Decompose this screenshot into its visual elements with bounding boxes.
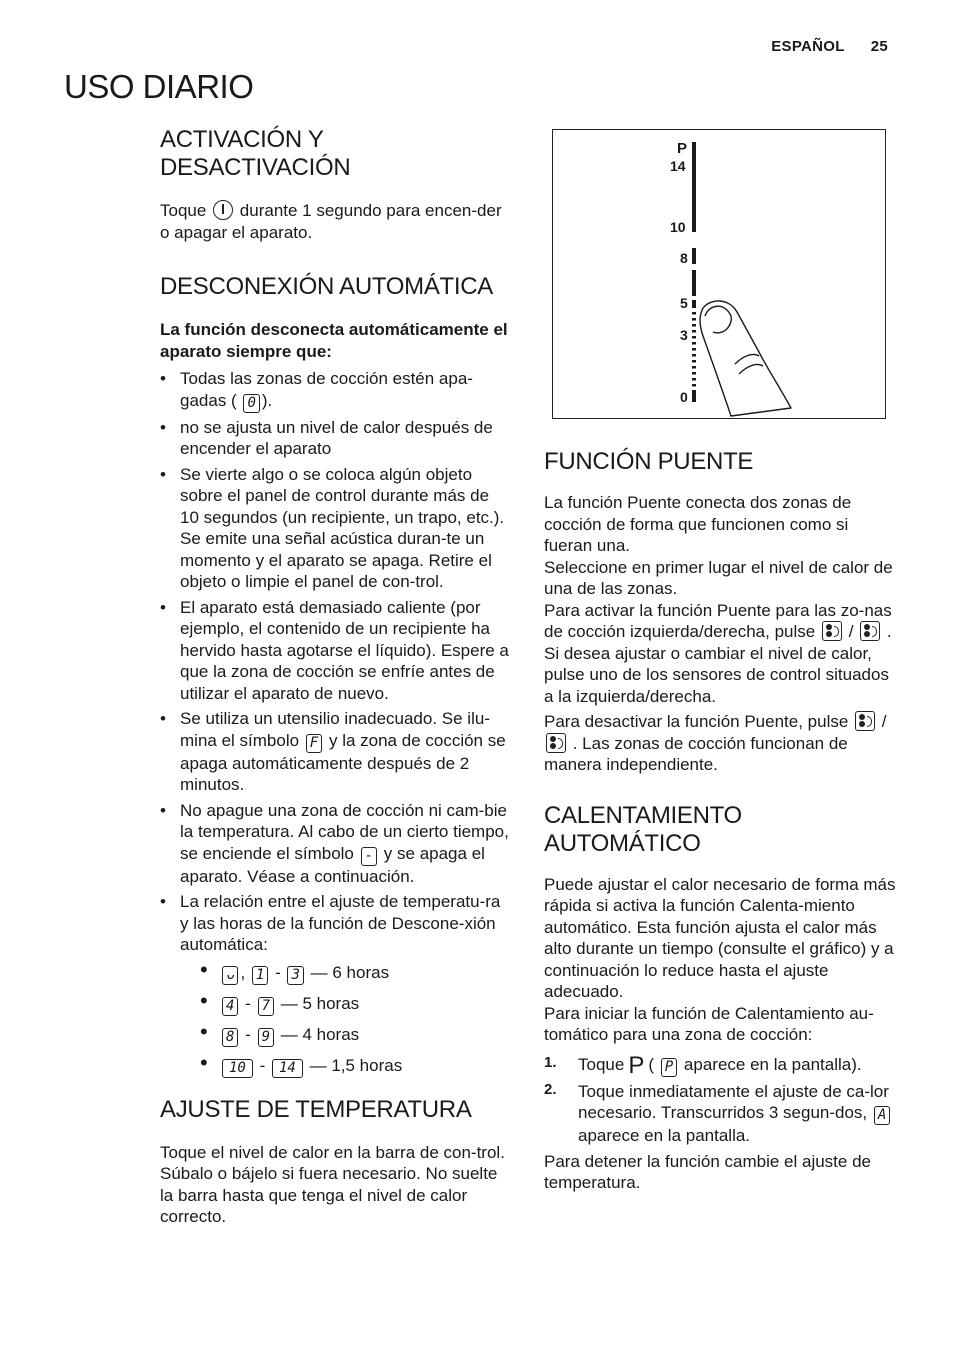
level-dash: - — [245, 1024, 251, 1044]
step-item — [544, 1051, 896, 1079]
level-symbol-icon: 9 — [258, 1028, 274, 1047]
diagram-label-8: 8 — [680, 250, 688, 266]
heat-level-bar — [692, 142, 696, 402]
list-item — [160, 708, 512, 796]
f-symbol-icon: F — [306, 734, 322, 753]
bridge-p3 — [544, 600, 896, 708]
finger-icon — [700, 301, 791, 416]
temperature-title: AJUSTE DE TEMPERATURA — [160, 1095, 472, 1123]
bridge-p2: Seleccione en primer lugar el nivel de calor de una de las zonas. — [544, 557, 893, 598]
bridge-title: FUNCIÓN PUENTE — [544, 448, 754, 475]
p-key-icon: P — [628, 1051, 645, 1079]
b6-before: No apague una zona de cocción ni cam-bie la temperatura. Al cabo de un cierto tiempo, se enciende el símbolo — [180, 800, 509, 863]
level-item — [200, 1055, 512, 1078]
b5-before: Se utiliza un utensilio inadecuado. Se ilu-mina el símbolo — [180, 709, 490, 750]
level-dash: - — [245, 993, 251, 1013]
level-symbol-icon: 4 — [222, 997, 238, 1016]
auto-heat-p3: Para detener la función cambie el ajuste de temperatura. — [544, 1151, 871, 1192]
level-time: — 6 horas — [310, 962, 390, 982]
temperature-text: Toque el nivel de calor en la barra de con-trol. Súbalo o bájelo si fuera necesario. No suelte la barra hasta que tenga el nivel de calor correcto. — [160, 1142, 505, 1226]
section-temperature — [160, 1096, 512, 1228]
section-auto-heat — [544, 802, 896, 1194]
auto-off-title: DESCONEXIÓN AUTOMÁTICA — [160, 273, 494, 300]
activation-text — [160, 200, 512, 243]
level-symbol-icon: 10 — [222, 1059, 253, 1078]
level-symbol-icon: ᴗ — [222, 966, 238, 985]
step1-mid: ( — [648, 1054, 655, 1074]
b6-after: y se apaga el aparato. Véase a continuación. — [180, 843, 485, 886]
list-item: • El aparato está demasiado caliente (por ejemplo, el contenido de un recipiente ha hervido hasta agotarse el líquido). Espere a que la zona de cocción se enfríe antes de utilizar el aparato de nuevo. — [160, 597, 512, 705]
auto-heat-title: CALENTAMIENTO AUTOMÁTICO — [544, 801, 742, 857]
list-item: • no se ajusta un nivel de calor después de encender el aparato — [160, 417, 512, 460]
auto-off-list — [160, 368, 512, 1078]
step2-after: aparece en la pantalla. — [578, 1126, 751, 1145]
diagram-label-p: P — [677, 140, 688, 157]
left-column — [160, 126, 512, 1228]
section-bridge — [544, 448, 896, 776]
bridge-left-icon — [855, 711, 875, 731]
list-item: • Se vierte algo o se coloca algún objeto sobre el panel de control durante más de 10 segundos (un recipiente, un trapo, etc.). Se emite una señal acústica duran-te un momento y el aparato se apaga. Retire el objeto o limpie el panel de con-trol. — [160, 464, 512, 593]
level-symbol-icon: 7 — [258, 997, 274, 1016]
step-number: 2. — [544, 1080, 557, 1098]
bridge-p4-before: Para desactivar la función Puente, pulse — [544, 712, 849, 731]
diagram-label-0: 0 — [680, 389, 688, 405]
level-item — [200, 962, 512, 985]
diagram-label-10: 10 — [670, 219, 686, 235]
step-item — [544, 1081, 896, 1147]
level-symbol-icon: 14 — [272, 1059, 303, 1078]
zero-symbol-icon: 0 — [243, 394, 259, 413]
level-symbol-icon: 8 — [222, 1028, 238, 1047]
page-header — [745, 38, 888, 55]
page-title: USO DIARIO — [64, 68, 254, 105]
right-column — [544, 448, 896, 1194]
bridge-p1: La función Puente conecta dos zonas de cocción de forma que funcionen como si fueran una. — [544, 493, 852, 555]
list-item — [160, 368, 512, 413]
power-icon — [213, 200, 233, 220]
bridge-left-icon — [822, 621, 842, 641]
bridge-p3-after: . Si desea ajustar o cambiar el nivel de calor, pulse uno de los sensores de control situados a la izquierda/derecha. — [544, 622, 892, 706]
b1-after: ). — [261, 390, 273, 410]
level-symbol-icon: 1 — [252, 966, 268, 985]
level-time: — 4 horas — [280, 1024, 360, 1044]
header-page-number: 25 — [870, 38, 888, 55]
level-time: — 5 horas — [280, 993, 360, 1013]
list-item — [160, 800, 512, 888]
header-language: ESPAÑOL — [771, 38, 845, 55]
bridge-right-icon — [546, 733, 566, 753]
step2-before: Toque inmediatamente el ajuste de ca-lor necesario. Transcurridos 3 segun-dos, — [578, 1081, 889, 1122]
auto-off-intro: La función desconecta automáticamente el aparato siempre que: — [160, 320, 508, 361]
activation-title: ACTIVACIÓN Y DESACTIVACIÓN — [160, 126, 351, 181]
auto-heat-p2: Para iniciar la función de Calentamiento au-tomático para una zona de cocción: — [544, 1003, 874, 1044]
bridge-p3-before: Para activar la función Puente para las zo-nas de cocción izquierda/derecha, pulse — [544, 600, 892, 641]
list-item — [160, 891, 512, 1078]
bridge-p4-after: . Las zonas de cocción funcionan de manera independiente. — [544, 733, 848, 774]
auto-heat-p1: Puede ajustar el calor necesario de forma más rápida si activa la función Calenta-miento automático. Esta función ajusta el calor más alto durante un tiempo (consulte el gráfico) y a continuación lo reduce hasta el ajuste adecuado. — [544, 874, 896, 1001]
b1-before: Todas las zonas de cocción estén apa-gadas ( — [180, 369, 473, 410]
level-symbol-icon: 3 — [287, 966, 303, 985]
bridge-right-icon — [860, 621, 880, 641]
level-time: — 1,5 horas — [309, 1055, 403, 1075]
step-number: 1. — [544, 1053, 557, 1071]
section-activation — [160, 126, 512, 243]
b5-after: y la zona de cocción se apaga automáticamente después de 2 minutos. — [180, 730, 506, 794]
bridge-slash: / — [881, 712, 887, 731]
activation-text-after: durante 1 segundo para encen-der o apagar el aparato. — [160, 201, 502, 242]
bridge-p4 — [544, 711, 896, 776]
step1-after: aparece en la pantalla). — [683, 1054, 862, 1074]
levels-list — [200, 962, 512, 1078]
level-item — [200, 993, 512, 1016]
diagram-label-3: 3 — [680, 327, 688, 343]
section-auto-off — [160, 273, 512, 1078]
level-dash: - — [275, 962, 281, 982]
diagram-label-5: 5 — [680, 295, 688, 311]
auto-heat-steps — [544, 1051, 896, 1147]
level-item — [200, 1024, 512, 1047]
a-symbol-icon: A — [874, 1106, 890, 1125]
dash-symbol-icon: - — [361, 847, 377, 866]
step1-before: Toque — [578, 1054, 625, 1074]
level-dash: - — [259, 1055, 266, 1075]
b7-text: La relación entre el ajuste de temperatu-ra y las horas de la función de Descone-xión automática: — [180, 892, 501, 954]
control-bar-svg — [553, 130, 885, 418]
level-sep: , — [240, 962, 246, 982]
p-symbol-icon: P — [661, 1058, 677, 1077]
activation-text-before: Toque — [160, 201, 207, 220]
control-bar-diagram — [552, 129, 886, 419]
bridge-slash: / — [848, 622, 854, 641]
diagram-label-14: 14 — [670, 158, 686, 174]
